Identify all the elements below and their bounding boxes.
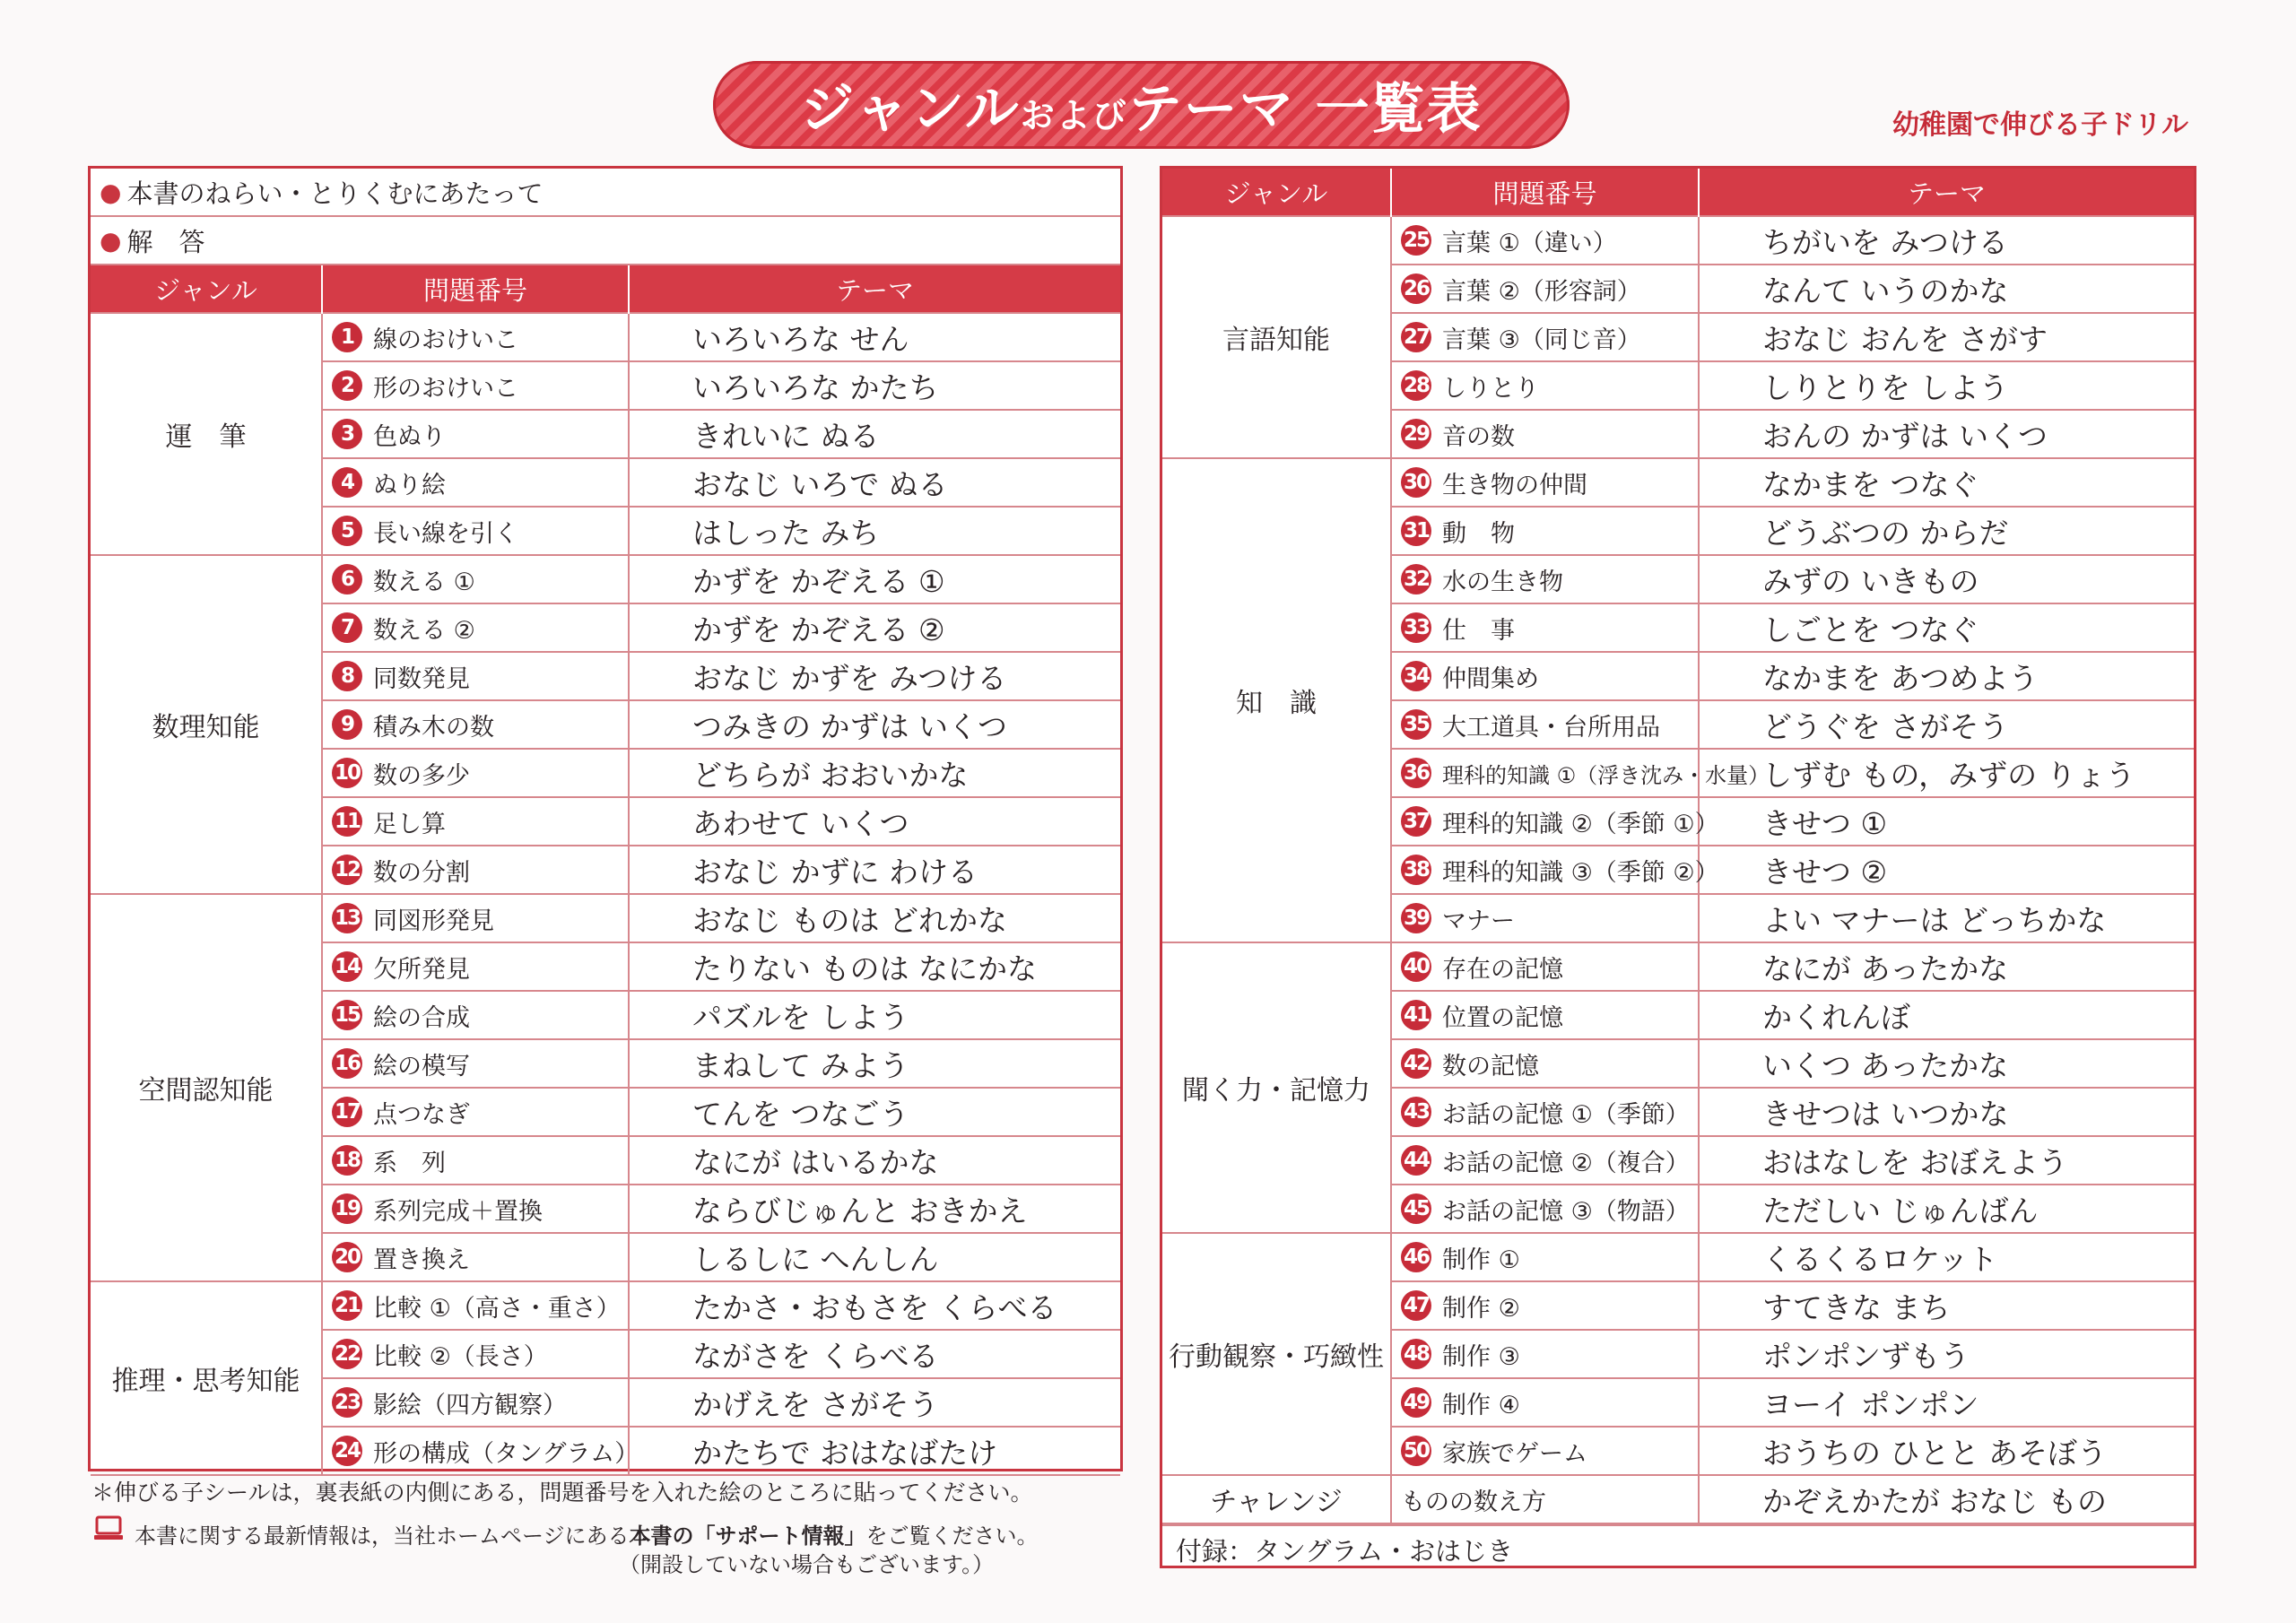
problem-name: 言葉 ②（形容詞） bbox=[1442, 277, 1641, 306]
genre-cell: 知 識 bbox=[1162, 458, 1391, 942]
theme-cell: おなじ おんを さがす bbox=[1699, 313, 2194, 361]
problem-number-cell bbox=[322, 1088, 629, 1136]
problem-number-cell bbox=[322, 700, 629, 749]
number-badge: 12 bbox=[332, 855, 362, 885]
problem-number-cell bbox=[1391, 458, 1699, 507]
number-badge: 17 bbox=[332, 1097, 362, 1127]
theme-cell: おなじ かずに わける bbox=[629, 846, 1120, 894]
number-badge: 46 bbox=[1401, 1242, 1431, 1272]
number-badge: 13 bbox=[332, 903, 362, 933]
problem-name: 音の数 bbox=[1442, 422, 1515, 451]
problem-number-cell bbox=[322, 1281, 629, 1330]
genre-cell: 行動観察・巧緻性 bbox=[1162, 1233, 1391, 1475]
problem-number-cell bbox=[1391, 894, 1699, 942]
problem-number-cell bbox=[322, 797, 629, 846]
theme-cell: しりとりを しよう bbox=[1699, 361, 2194, 410]
theme-cell: たりない ものは なにかな bbox=[629, 942, 1120, 991]
theme-cell: きれいに ぬる bbox=[629, 410, 1120, 458]
theme-cell: きせつ ① bbox=[1699, 797, 2194, 846]
problem-number-cell bbox=[322, 942, 629, 991]
number-badge: 49 bbox=[1401, 1387, 1431, 1418]
table-row[interactable] bbox=[91, 1281, 1120, 1330]
problem-name: 比較 ②（長さ） bbox=[373, 1342, 548, 1371]
number-badge: 27 bbox=[1401, 322, 1431, 352]
table-row[interactable] bbox=[1162, 216, 2194, 265]
problem-name: 制作 ④ bbox=[1442, 1391, 1520, 1419]
problem-number-cell bbox=[1391, 991, 1699, 1039]
problem-name: 言葉 ①（違い） bbox=[1442, 229, 1617, 257]
support-info-paren: （開設していない場合もございます。） bbox=[619, 1552, 995, 1577]
problem-number-cell bbox=[322, 361, 629, 410]
problem-name: 同図形発見 bbox=[373, 907, 494, 935]
theme-cell: どうぶつの からだ bbox=[1699, 507, 2194, 555]
problem-number-cell bbox=[1391, 361, 1699, 410]
problem-number-cell bbox=[1391, 1233, 1699, 1281]
number-badge: 31 bbox=[1401, 516, 1431, 546]
problem-number-cell bbox=[322, 603, 629, 652]
problem-number-cell bbox=[1391, 749, 1770, 797]
column-header-theme: テーマ bbox=[1699, 169, 2194, 216]
series-name: 幼稚園で伸びる子ドリル bbox=[1892, 109, 2188, 141]
theme-cell: しごとを つなぐ bbox=[1699, 603, 2194, 652]
table-row[interactable] bbox=[1162, 942, 2194, 991]
problem-name: 動 物 bbox=[1442, 519, 1515, 548]
problem-number-cell bbox=[322, 555, 629, 603]
theme-cell: かずを かぞえる ① bbox=[629, 555, 1120, 603]
problem-number-cell bbox=[322, 410, 629, 458]
theme-cell: おなじ かずを みつける bbox=[629, 652, 1120, 700]
problem-name: 形のおけいこ bbox=[373, 374, 518, 403]
problem-number-cell bbox=[1391, 1185, 1699, 1233]
problem-name: 生き物の仲間 bbox=[1442, 471, 1587, 499]
problem-number-cell bbox=[322, 1330, 629, 1378]
number-badge: 37 bbox=[1401, 806, 1431, 837]
theme-cell: かずを かぞえる ② bbox=[629, 603, 1120, 652]
theme-cell: きせつは いつかな bbox=[1699, 1088, 2194, 1136]
column-header-genre: ジャンル bbox=[1162, 169, 1391, 216]
theme-cell: いくつ あったかな bbox=[1699, 1039, 2194, 1088]
number-badge: 4 bbox=[332, 467, 362, 498]
genre-cell: 数理知能 bbox=[91, 555, 322, 894]
problem-name: 線のおけいこ bbox=[373, 325, 518, 354]
number-badge: 48 bbox=[1401, 1339, 1431, 1369]
problem-name: 数える ① bbox=[373, 568, 475, 596]
theme-cell: なにが あったかな bbox=[1699, 942, 2194, 991]
problem-name: 家族でゲーム bbox=[1442, 1439, 1587, 1468]
number-badge: 20 bbox=[332, 1242, 362, 1272]
theme-cell: ながさを くらべる bbox=[629, 1330, 1120, 1378]
theme-cell: つみきの かずは いくつ bbox=[629, 700, 1120, 749]
theme-cell: なんて いうのかな bbox=[1699, 265, 2194, 313]
problem-name: 色ぬり bbox=[373, 422, 446, 451]
problem-number-cell bbox=[1391, 216, 1699, 265]
problem-name: お話の記憶 ①（季節） bbox=[1442, 1100, 1690, 1129]
problem-name: 形の構成（タングラム） bbox=[373, 1439, 639, 1468]
problem-number-cell bbox=[322, 991, 629, 1039]
number-badge: 45 bbox=[1401, 1193, 1431, 1224]
number-badge: 33 bbox=[1401, 612, 1431, 643]
theme-cell: あわせて いくつ bbox=[629, 797, 1120, 846]
table-row[interactable] bbox=[1162, 1233, 2194, 1281]
theme-cell: みずの いきもの bbox=[1699, 555, 2194, 603]
right-table-panel bbox=[1160, 166, 2196, 1568]
theme-cell: ならびじゅんと おきかえ bbox=[629, 1185, 1120, 1233]
theme-cell: どちらが おおいかな bbox=[629, 749, 1120, 797]
theme-cell: ポンポンずもう bbox=[1699, 1330, 2194, 1378]
number-badge: 35 bbox=[1401, 709, 1431, 740]
theme-cell: かくれんぼ bbox=[1699, 991, 2194, 1039]
problem-number-cell bbox=[322, 749, 629, 797]
support-info-text: 本書に関する最新情報は，当社ホームページにある本書の「サポート情報」をご覧ください。 bbox=[135, 1523, 1039, 1549]
computer-icon bbox=[93, 1515, 124, 1542]
problem-number-cell bbox=[322, 1378, 629, 1427]
problem-name: 置き換え bbox=[373, 1245, 470, 1274]
theme-cell: しるしに へんしん bbox=[629, 1233, 1120, 1281]
column-header-problem-number: 問題番号 bbox=[1391, 169, 1699, 216]
number-badge: 24 bbox=[332, 1436, 362, 1466]
page-title: ジャンルおよびテーマ 一覧表 bbox=[800, 78, 1483, 141]
problem-number-cell bbox=[1391, 1378, 1699, 1427]
genre-cell: 推理・思考知能 bbox=[91, 1281, 322, 1475]
problem-name: ものの数え方 bbox=[1391, 1475, 1699, 1523]
number-badge: 28 bbox=[1401, 370, 1431, 401]
problem-name: 欠所発見 bbox=[373, 955, 470, 984]
problem-name: 系列完成＋置換 bbox=[373, 1197, 543, 1226]
problem-number-cell bbox=[1391, 603, 1699, 652]
problem-name: 系 列 bbox=[373, 1149, 446, 1177]
theme-cell: なかまを つなぐ bbox=[1699, 458, 2194, 507]
problem-number-cell bbox=[1391, 265, 1699, 313]
theme-cell: まねして みよう bbox=[629, 1039, 1120, 1088]
number-badge: 21 bbox=[332, 1290, 362, 1321]
number-badge: 10 bbox=[332, 758, 362, 788]
theme-cell: いろいろな せん bbox=[629, 313, 1120, 361]
theme-cell: てんを つなごう bbox=[629, 1088, 1120, 1136]
table-row[interactable] bbox=[91, 555, 1120, 603]
theme-cell: かげえを さがそう bbox=[629, 1378, 1120, 1427]
problem-number-cell bbox=[322, 1427, 639, 1475]
number-badge: 19 bbox=[332, 1193, 362, 1224]
number-badge: 44 bbox=[1401, 1145, 1431, 1176]
theme-cell: ヨーイ ポンポン bbox=[1699, 1378, 2194, 1427]
challenge-row[interactable] bbox=[1162, 1475, 2194, 1523]
problem-name: 仲間集め bbox=[1442, 664, 1539, 693]
problem-name: 絵の合成 bbox=[373, 1003, 470, 1032]
number-badge: 5 bbox=[332, 516, 362, 546]
right-genre-table bbox=[1162, 169, 2194, 1524]
table-row[interactable] bbox=[1162, 458, 2194, 507]
problem-name: 存在の記憶 bbox=[1442, 955, 1563, 984]
problem-number-cell bbox=[1391, 555, 1699, 603]
problem-number-cell bbox=[322, 1185, 629, 1233]
number-badge: 22 bbox=[332, 1339, 362, 1369]
number-badge: 3 bbox=[332, 419, 362, 449]
problem-number-cell bbox=[1391, 652, 1699, 700]
problem-name: 理科的知識 ①（浮き沈み・水量） bbox=[1442, 762, 1770, 788]
problem-number-cell bbox=[322, 458, 629, 507]
problem-name: 積み木の数 bbox=[373, 713, 494, 742]
problem-name: 制作 ③ bbox=[1442, 1342, 1520, 1371]
number-badge: 6 bbox=[332, 564, 362, 595]
number-badge: 9 bbox=[332, 709, 362, 740]
number-badge: 1 bbox=[332, 322, 362, 352]
theme-cell: パズルを しよう bbox=[629, 991, 1120, 1039]
problem-number-cell bbox=[1391, 410, 1699, 458]
theme-cell: きせつ ② bbox=[1699, 846, 2194, 894]
theme-cell: かたちで おはなばたけ bbox=[629, 1427, 1120, 1475]
problem-name: 制作 ② bbox=[1442, 1294, 1520, 1323]
problem-name: 水の生き物 bbox=[1442, 568, 1563, 596]
number-badge: 39 bbox=[1401, 903, 1431, 933]
theme-cell: かぞえかたが おなじ もの bbox=[1699, 1475, 2194, 1523]
number-badge: 29 bbox=[1401, 419, 1431, 449]
problem-number-cell bbox=[322, 652, 629, 700]
problem-number-cell bbox=[1391, 1136, 1699, 1185]
theme-cell: はしった みち bbox=[629, 507, 1120, 555]
problem-number-cell bbox=[322, 894, 629, 942]
problem-name: 足し算 bbox=[373, 810, 446, 838]
number-badge: 36 bbox=[1401, 758, 1431, 788]
theme-cell: すてきな まち bbox=[1699, 1281, 2194, 1330]
problem-number-cell bbox=[322, 846, 629, 894]
problem-number-cell bbox=[1391, 797, 1719, 846]
problem-number-cell bbox=[1391, 846, 1719, 894]
problem-name: マナー bbox=[1442, 907, 1515, 935]
problem-number-cell bbox=[322, 507, 629, 555]
genre-cell: 空間認知能 bbox=[91, 894, 322, 1281]
theme-cell: おなじ いろで ぬる bbox=[629, 458, 1120, 507]
problem-name: 言葉 ③（同じ音） bbox=[1442, 325, 1641, 354]
appendix-note: 付録：タングラム・おはじき bbox=[1162, 1524, 2194, 1573]
problem-number-cell bbox=[1391, 1427, 1699, 1475]
number-badge: 30 bbox=[1401, 467, 1431, 498]
note-row-aims[interactable]: ● 本書のねらい・とりくむにあたって bbox=[91, 169, 1120, 217]
bullet-icon: ● bbox=[100, 225, 122, 256]
sticker-footnote: ＊伸びる子シールは，裏表紙の内側にある，問題番号を入れた絵のところに貼ってください。 bbox=[91, 1480, 1033, 1506]
problem-name: 長い線を引く bbox=[373, 519, 518, 548]
problem-name: ぬり絵 bbox=[373, 471, 446, 499]
theme-cell: ちがいを みつける bbox=[1699, 216, 2194, 265]
table-row[interactable] bbox=[91, 894, 1120, 942]
number-badge: 11 bbox=[332, 806, 362, 837]
number-badge: 18 bbox=[332, 1145, 362, 1176]
theme-cell: しずむ もの，みずの りょう bbox=[1699, 749, 2194, 797]
theme-cell: どうぐを さがそう bbox=[1699, 700, 2194, 749]
genre-cell: 言語知能 bbox=[1162, 216, 1391, 458]
problem-name: しりとり bbox=[1442, 374, 1539, 403]
number-badge: 32 bbox=[1401, 564, 1431, 595]
number-badge: 2 bbox=[332, 370, 362, 401]
bullet-icon: ● bbox=[100, 177, 122, 207]
theme-cell: なかまを あつめよう bbox=[1699, 652, 2194, 700]
problem-name: 制作 ① bbox=[1442, 1245, 1520, 1274]
number-badge: 50 bbox=[1401, 1436, 1431, 1466]
number-badge: 25 bbox=[1401, 225, 1431, 256]
title-banner bbox=[713, 61, 1570, 149]
note-row-answers[interactable]: ● 解 答 bbox=[91, 217, 1120, 265]
number-badge: 42 bbox=[1401, 1048, 1431, 1079]
problem-number-cell bbox=[322, 1136, 629, 1185]
theme-cell: くるくるロケット bbox=[1699, 1233, 2194, 1281]
problem-number-cell bbox=[1391, 313, 1699, 361]
problem-number-cell bbox=[322, 1233, 629, 1281]
theme-cell: おなじ ものは どれかな bbox=[629, 894, 1120, 942]
number-badge: 7 bbox=[332, 612, 362, 643]
problem-name: 点つなぎ bbox=[373, 1100, 470, 1129]
number-badge: 41 bbox=[1401, 1000, 1431, 1030]
problem-name: 位置の記憶 bbox=[1442, 1003, 1563, 1032]
theme-cell: おんの かずは いくつ bbox=[1699, 410, 2194, 458]
problem-name: 理科的知識 ③（季節 ②） bbox=[1442, 858, 1719, 887]
theme-cell: たかさ・おもさを くらべる bbox=[629, 1281, 1120, 1330]
number-badge: 8 bbox=[332, 661, 362, 691]
number-badge: 14 bbox=[332, 951, 362, 982]
problem-name: 数の記憶 bbox=[1442, 1052, 1539, 1081]
problem-number-cell bbox=[1391, 700, 1699, 749]
number-badge: 43 bbox=[1401, 1097, 1431, 1127]
problem-number-cell bbox=[1391, 1088, 1699, 1136]
table-row[interactable] bbox=[91, 313, 1120, 361]
problem-name: 数の多少 bbox=[373, 761, 470, 790]
problem-number-cell bbox=[1391, 1281, 1699, 1330]
problem-name: 影絵（四方観察） bbox=[373, 1391, 567, 1419]
theme-cell: よい マナーは どっちかな bbox=[1699, 894, 2194, 942]
problem-name: お話の記憶 ③（物語） bbox=[1442, 1197, 1690, 1226]
problem-number-cell bbox=[1391, 507, 1699, 555]
left-table-panel bbox=[88, 166, 1123, 1471]
theme-cell: なにが はいるかな bbox=[629, 1136, 1120, 1185]
problem-name: 数える ② bbox=[373, 616, 475, 645]
number-badge: 23 bbox=[332, 1387, 362, 1418]
problem-number-cell bbox=[322, 1039, 629, 1088]
theme-cell: おはなしを おぼえよう bbox=[1699, 1136, 2194, 1185]
column-header-theme: テーマ bbox=[629, 265, 1120, 313]
number-badge: 47 bbox=[1401, 1290, 1431, 1321]
theme-cell: おうちの ひとと あそぼう bbox=[1699, 1427, 2194, 1475]
problem-name: お話の記憶 ②（複合） bbox=[1442, 1149, 1690, 1177]
number-badge: 38 bbox=[1401, 855, 1431, 885]
number-badge: 16 bbox=[332, 1048, 362, 1079]
problem-name: 比較 ①（高さ・重さ） bbox=[373, 1294, 621, 1323]
problem-name: 大工道具・台所用品 bbox=[1442, 713, 1660, 742]
column-header-problem-number: 問題番号 bbox=[322, 265, 629, 313]
problem-number-cell bbox=[322, 313, 629, 361]
problem-number-cell bbox=[1391, 942, 1699, 991]
number-badge: 26 bbox=[1401, 273, 1431, 304]
problem-name: 同数発見 bbox=[373, 664, 470, 693]
genre-cell: 聞く力・記憶力 bbox=[1162, 942, 1391, 1233]
column-header-genre: ジャンル bbox=[91, 265, 322, 313]
problem-name: 数の分割 bbox=[373, 858, 470, 887]
problem-name: 理科的知識 ②（季節 ①） bbox=[1442, 810, 1719, 838]
theme-cell: ただしい じゅんばん bbox=[1699, 1185, 2194, 1233]
left-genre-table bbox=[91, 265, 1120, 1476]
problem-number-cell bbox=[1391, 1039, 1699, 1088]
number-badge: 34 bbox=[1401, 661, 1431, 691]
problem-name: 仕 事 bbox=[1442, 616, 1515, 645]
genre-cell: チャレンジ bbox=[1162, 1475, 1391, 1523]
problem-name: 絵の模写 bbox=[373, 1052, 470, 1081]
problem-number-cell bbox=[1391, 1330, 1699, 1378]
number-badge: 15 bbox=[332, 1000, 362, 1030]
theme-cell: いろいろな かたち bbox=[629, 361, 1120, 410]
genre-cell: 運 筆 bbox=[91, 313, 322, 555]
number-badge: 40 bbox=[1401, 951, 1431, 982]
